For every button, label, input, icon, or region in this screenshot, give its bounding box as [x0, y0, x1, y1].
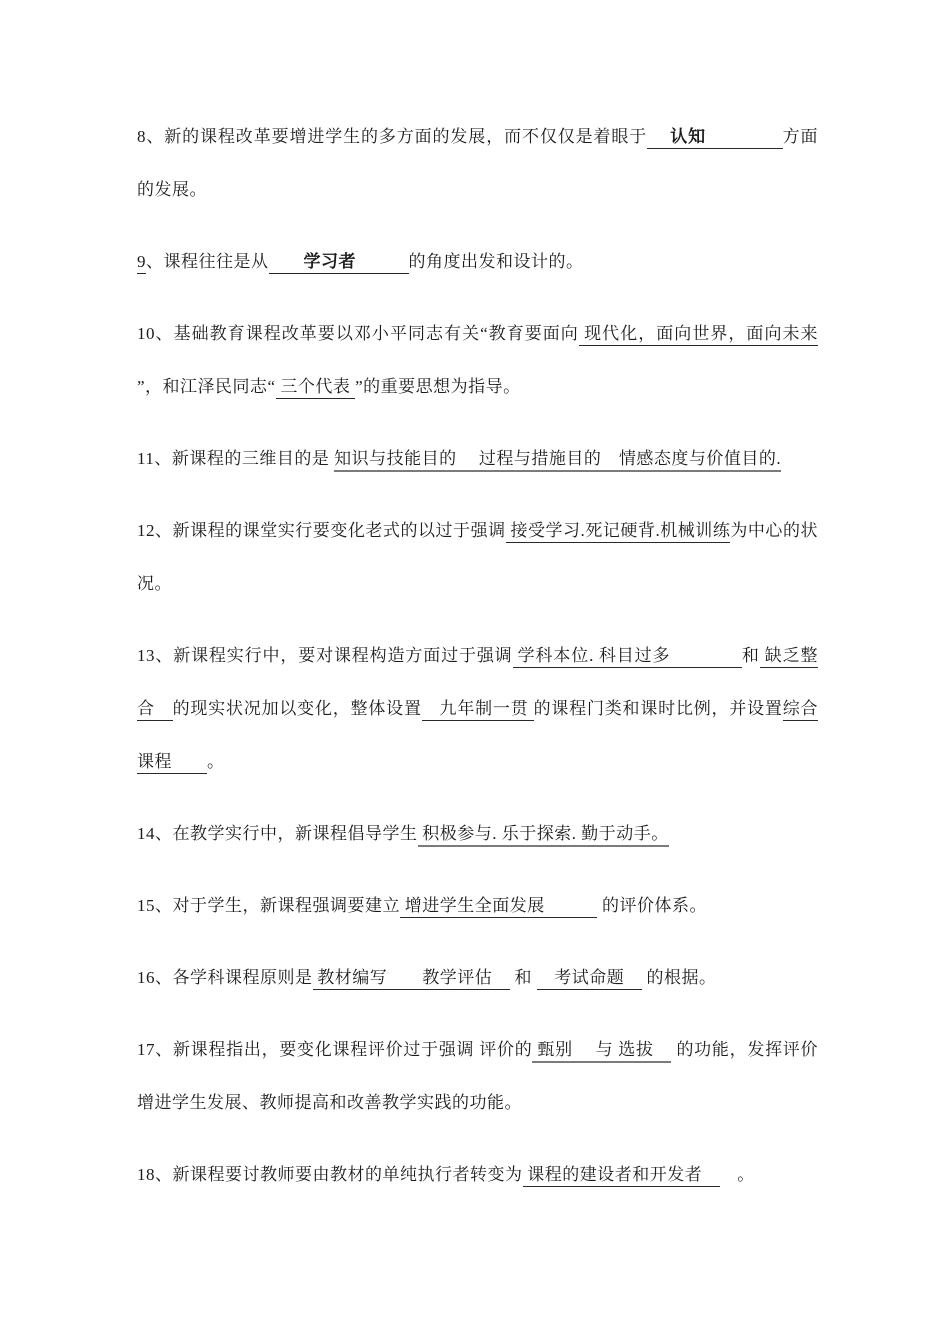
question-text: 的课程门类和课时比例，并设置: [533, 699, 783, 718]
question-14: [137, 807, 818, 860]
question-text: 17、新课程指出，要变化课程评价过于强调 评价的: [137, 1040, 533, 1059]
answer-blank: 综合课程: [137, 699, 818, 774]
question-17: [137, 1023, 818, 1129]
question-text: ”，和江泽民同志“: [137, 377, 276, 396]
question-text: 8、新的课程改革要增进学生的多方面的发展，而不仅仅是着眼于: [137, 127, 648, 146]
answer-blank: 学习者: [304, 252, 357, 274]
question-text: 方面的发展。: [137, 127, 819, 199]
question-text: 的角度出发和设计的。: [408, 252, 584, 271]
question-text: 。: [719, 1165, 755, 1184]
questions: [137, 110, 818, 1201]
question-text: 的根据。: [641, 968, 717, 987]
question-16: [137, 951, 818, 1004]
question-12: [137, 504, 818, 610]
answer-blank: 现代化，面向世界，面向未来: [579, 324, 818, 346]
answer-blank: 教材编写 教学评估: [313, 968, 510, 990]
question-text: 15、对于学生，新课程强调要建立: [137, 896, 400, 915]
question-text: 。: [207, 752, 225, 771]
answer-blank: 学科本位. 科目过多: [513, 646, 742, 668]
question-9: [137, 235, 818, 288]
answer-blank: 三个代表: [276, 377, 356, 399]
question-11: [137, 432, 818, 485]
question-text: 10、基础教育课程改革要以邓小平同志有关“教育要面向: [137, 324, 579, 343]
question-text: 18、新课程要讨教师要由教材的单纯执行者转变为: [137, 1165, 523, 1184]
answer-blank: 9: [137, 252, 146, 274]
answer-blank: 甄别 与 选拔: [532, 1040, 671, 1063]
answer-blank: [647, 127, 670, 149]
answer-blank: 九年制一贯: [422, 699, 534, 721]
question-text: 14、在教学实行中，新课程倡导学生: [137, 824, 418, 843]
question-text: 11、新课程的三维目的是: [137, 449, 335, 468]
question-8: [137, 110, 818, 216]
question-10: [137, 307, 818, 413]
answer-blank: [706, 127, 783, 149]
answer-blank: [356, 252, 409, 274]
question-text: 和: [741, 646, 760, 665]
answer-blank: 考试命题: [537, 968, 642, 990]
answer-blank: 课程的建设者和开发者: [523, 1165, 720, 1187]
question-text: 16、各学科课程原则是: [137, 968, 313, 987]
question-text: 为中心的状况。: [137, 521, 818, 593]
question-text: 和: [509, 968, 537, 987]
question-18: [137, 1148, 818, 1201]
answer-blank: 增进学生全面发展: [400, 896, 597, 918]
answer-blank: [269, 252, 304, 274]
answer-blank: 缺乏整合: [137, 646, 818, 721]
answer-blank: 知识与技能目的 过程与措施目的 情感态度与价值目的.: [334, 449, 781, 472]
question-text: 、课程往往是从: [146, 252, 269, 271]
question-text: ”的重要思想为指导。: [355, 377, 521, 396]
answer-blank: 接受学习.死记硬背.机械训练: [506, 521, 731, 543]
answer-blank: 积极参与. 乐于探索. 勤于动手。: [418, 824, 669, 847]
question-15: [137, 879, 818, 932]
question-text: 12、新课程的课堂实行要变化老式的以过于强调: [137, 521, 506, 540]
question-13: [137, 629, 818, 788]
question-text: 的评价体系。: [597, 896, 707, 915]
question-text: 的功能，发挥评价增进学生发展、教师提高和改善教学实践的功能。: [137, 1040, 819, 1112]
answer-blank: 认知: [670, 127, 706, 149]
question-text: 的现实状况加以变化，整体设置: [172, 699, 422, 718]
question-text: 13、新课程实行中，要对课程构造方面过于强调: [137, 646, 513, 665]
